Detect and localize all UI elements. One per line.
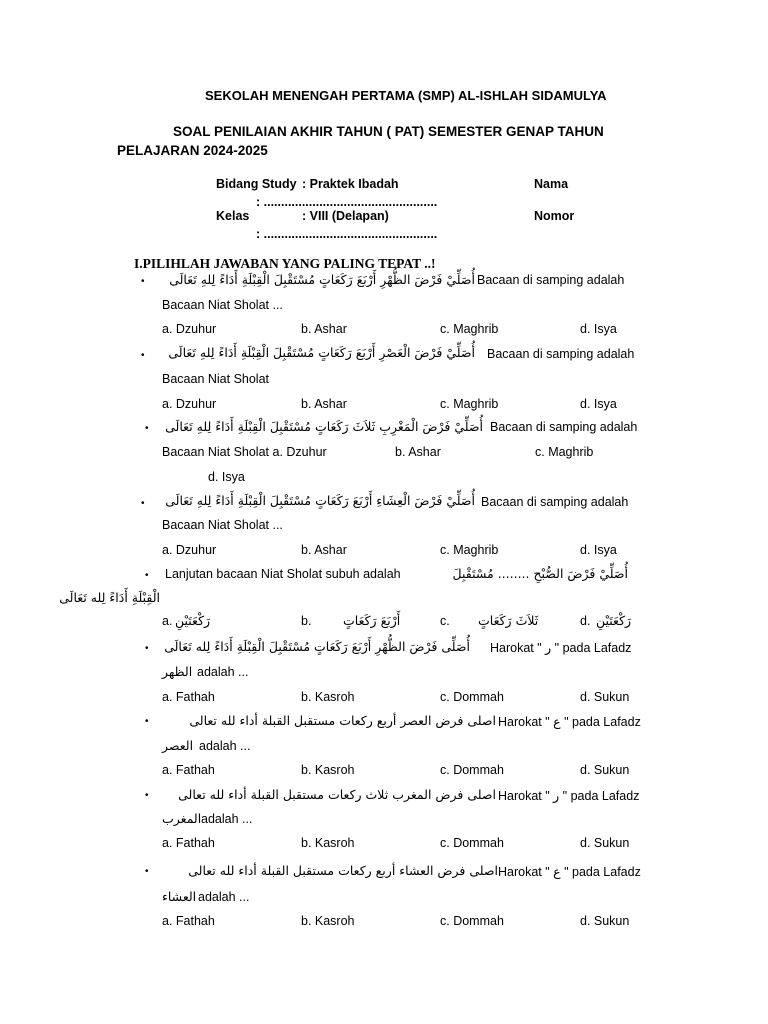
q7-option-d: d. Sukun (580, 763, 630, 777)
bullet-icon: • (141, 350, 145, 361)
subject-label: Bidang Study (216, 177, 297, 191)
q4-line2: Bacaan Niat Sholat ... (162, 518, 283, 532)
q9-option-a: a. Fathah (162, 914, 215, 928)
subject-value: : Praktek Ibadah (302, 177, 399, 191)
number-label: Nomor (534, 209, 575, 223)
q8-line2: adalah ... (201, 812, 253, 826)
q3-option-d: d. Isya (208, 470, 245, 484)
number-line: : .................................................. (256, 227, 438, 241)
q3-option-b: b. Ashar (395, 445, 441, 459)
q3-line2: Bacaan Niat Sholat a. Dzuhur (162, 445, 327, 459)
q7-option-c: c. Dommah (440, 763, 504, 777)
q9-option-b: b. Kasroh (301, 914, 355, 928)
q8-option-c: c. Dommah (440, 836, 504, 850)
bullet-icon: • (145, 643, 149, 654)
q3-arabic: أُصَلِّيْ فَرْضَ الْمَغْرِبِ ثَلاَثَ رَكَعَاتٍ مُسْتَقْبِلَ الْقِبْلَةِ أَدَاءً لِلهِ تَعَالَى (165, 419, 483, 434)
q8-option-b: b. Kasroh (301, 836, 355, 850)
q4-option-c: c. Maghrib (440, 543, 499, 557)
q7-option-b: b. Kasroh (301, 763, 355, 777)
q8-option-d: d. Sukun (580, 836, 630, 850)
exam-title-line2: PELAJARAN 2024-2025 (117, 143, 268, 158)
q4-arabic: أُصَلِّيْ فَرْضَ الْعِشَاءِ أَرْبَعَ رَكَعَاتٍ مُسْتَقْبِلَ الْقِبْلَةِ أَدَاءً لِلهِ تَعَالَى (165, 493, 475, 508)
q5-option-a-label: a. (162, 614, 173, 628)
q9-text: Harokat " ع " pada Lafadz (498, 865, 641, 879)
q1-option-d: d. Isya (580, 322, 617, 336)
exam-title-line1: SOAL PENILAIAN AKHIR TAHUN ( PAT) SEMESTER GENAP TAHUN (173, 124, 604, 139)
name-line: : .................................................. (256, 195, 438, 209)
bullet-icon: • (145, 716, 149, 727)
section-heading: I.PILIHLAH JAWABAN YANG PALING TEPAT ..! (134, 256, 436, 271)
bullet-icon: • (145, 423, 149, 434)
bullet-icon: • (145, 790, 149, 801)
q7-option-a: a. Fathah (162, 763, 215, 777)
class-value: : VIII (Delapan) (302, 209, 389, 223)
q1-line2: Bacaan Niat Sholat ... (162, 298, 283, 312)
q2-option-d: d. Isya (580, 397, 617, 411)
q5-text: Lanjutan bacaan Niat Sholat subuh adalah (165, 567, 401, 581)
q5-arabic-mid: أُصَلِّيْ فَرْضَ الصُّبْحِ ........ مُسْتَقْبِلَ (452, 566, 628, 581)
q1-option-a: a. Dzuhur (162, 322, 217, 336)
q1-option-b: b. Ashar (301, 322, 347, 336)
q2-option-b: b. Ashar (301, 397, 347, 411)
q7-line2: adalah ... (199, 739, 251, 753)
q1-text: Bacaan di samping adalah (477, 273, 625, 287)
bullet-icon: • (145, 570, 149, 581)
q3-option-c: c. Maghrib (535, 445, 594, 459)
q5-option-b: أَرْبَعَ رَكَعَاتٍ (343, 613, 401, 628)
q6-text: Harokat " ر " pada Lafadz (490, 641, 632, 655)
q5-option-d: رَكْعَتَيْنِ (596, 613, 632, 628)
q6-option-b: b. Kasroh (301, 690, 355, 704)
q6-lafadz: الظهر (162, 664, 193, 679)
q5-option-a: رَكْعَتَيْنِ (175, 613, 211, 628)
q7-lafadz: العصر (162, 738, 194, 753)
q8-option-a: a. Fathah (162, 836, 215, 850)
q6-option-c: c. Dommah (440, 690, 504, 704)
q2-arabic: أُصَلِّيْ فَرْضَ الْعَصْرِ أَرْبَعَ رَكَعَاتٍ مُسْتَقْبِلَ الْقِبْلَةِ أَدَاءً لِلهِ تَعَالَى (168, 345, 475, 360)
q4-option-a: a. Dzuhur (162, 543, 217, 557)
q3-text: Bacaan di samping adalah (490, 420, 638, 434)
q2-option-a: a. Dzuhur (162, 397, 217, 411)
q9-lafadz: العشاء (162, 889, 197, 904)
q7-arabic: اصلى فرض العصر أربع ركعات مستقبل القبلة أداء لله تعالى (189, 713, 496, 728)
q8-lafadz: المغرب (162, 811, 202, 826)
bullet-icon: • (145, 866, 149, 877)
q2-option-c: c. Maghrib (440, 397, 499, 411)
q1-option-c: c. Maghrib (440, 322, 499, 336)
class-label: Kelas (216, 209, 250, 223)
q6-arabic: أُصَلِّى فَرْضَ الظُّهْرِ أَرْبَعَ رَكَعَاتٍ مُسْتَقْبِلَ الْقِبْلَةِ أَدَاءً لِله تَعَالَى (164, 639, 470, 654)
q7-text: Harokat " ع " pada Lafadz (498, 715, 641, 729)
q2-line2: Bacaan Niat Sholat (162, 372, 270, 386)
school-name: SEKOLAH MENENGAH PERTAMA (SMP) AL-ISHLAH SIDAMULYA (205, 88, 607, 103)
q9-option-c: c. Dommah (440, 914, 504, 928)
q5-option-d-label: d. (580, 614, 591, 628)
q5-option-c-label: c. (440, 614, 450, 628)
q4-text: Bacaan di samping adalah (481, 495, 629, 509)
bullet-icon: • (141, 498, 145, 509)
q9-arabic: اصلى فرض العشاء أربع ركعات مستقبل القبلة أداء لله تعالى (188, 863, 498, 878)
q6-line2: adalah ... (197, 665, 249, 679)
q8-arabic: اصلى فرض المغرب ثلاث ركعات مستقبل القبلة أداء لله تعالى (178, 787, 496, 802)
name-label: Nama (534, 177, 569, 191)
bullet-icon: • (141, 276, 145, 287)
q1-arabic: أُصَلِّيْ فَرْضَ الظُّهْرِ أَرْبَعَ رَكَعَاتٍ مُسْتَقْبِلَ الْقِبْلَةِ أَدَاءً لِلهِ تَعَالَى (169, 272, 475, 287)
q4-option-d: d. Isya (580, 543, 617, 557)
q6-option-d: d. Sukun (580, 690, 630, 704)
q6-option-a: a. Fathah (162, 690, 215, 704)
q8-text: Harokat " ر " pada Lafadz (498, 789, 640, 803)
q5-arabic-line2: الْقِبْلَةِ أَدَاءً لِله تَعَالَى (59, 590, 160, 605)
q5-option-b-label: b. (301, 614, 312, 628)
q9-option-d: d. Sukun (580, 914, 630, 928)
q2-text: Bacaan di samping adalah (487, 347, 635, 361)
q5-option-c: ثَلاَثَ رَكَعَاتٍ (478, 613, 539, 628)
q9-line2: adalah ... (198, 890, 250, 904)
q4-option-b: b. Ashar (301, 543, 347, 557)
